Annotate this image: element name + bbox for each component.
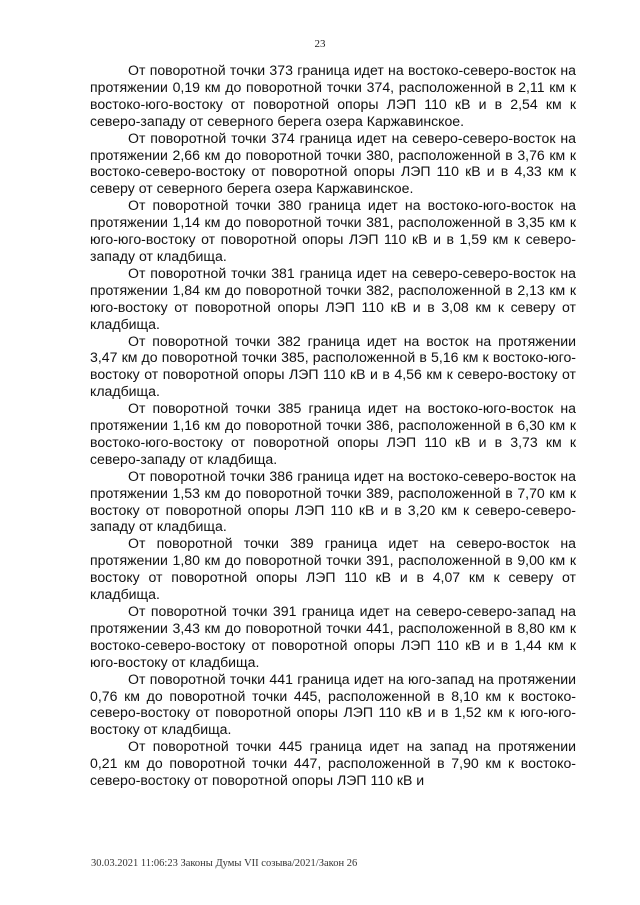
paragraph: От поворотной точки 445 граница идет на запад на протяжении 0,21 км до поворотной точки 447, расположенной в 7,90 км к востоко-северо-востоку от поворотной опоры ЛЭП 110 кВ и <box>90 738 576 789</box>
paragraph: От поворотной точки 373 граница идет на востоко-северо-восток на протяжении 0,19 км до поворотной точки 374, расположенной в 2,11 км к востоко-юго-востоку от поворотной опоры ЛЭП 110 кВ и в 2,54 км к северо-западу от северного берега озера Каржавинское. <box>90 62 576 129</box>
page-number: 23 <box>314 38 326 50</box>
document-body <box>90 62 576 789</box>
paragraph: От поворотной точки 391 граница идет на северо-северо-запад на протяжении 3,43 км до поворотной точки 441, расположенной в 8,80 км к востоко-северо-востоку от поворотной опоры ЛЭП 110 кВ и в 1,44 км к юго-востоку от кладбища. <box>90 603 576 670</box>
paragraph: От поворотной точки 386 граница идет на востоко-северо-восток на протяжении 1,53 км до поворотной точки 389, расположенной в 7,70 км к востоку от поворотной опоры ЛЭП 110 кВ и в 3,20 км к северо-северо-западу от кладбища. <box>90 467 576 535</box>
paragraph: От поворотной точки 380 граница идет на востоко-юго-восток на протяжении 1,14 км до поворотной точки 381, расположенной в 3,35 км к юго-юго-востоку от поворотной опоры ЛЭП 110 кВ и в 1,59 км к северо-западу от кладбища. <box>90 197 576 264</box>
paragraph: От поворотной точки 385 граница идет на востоко-юго-восток на протяжении 1,16 км до поворотной точки 386, расположенной в 6,30 км к востоко-юго-востоку от поворотной опоры ЛЭП 110 кВ и в 3,73 км к северо-западу от кладбища. <box>90 400 576 467</box>
paragraph: От поворотной точки 382 граница идет на восток на протяжении 3,47 км до поворотной точки 385, расположенной в 5,16 км к востоко-юго-востоку от поворотной опоры ЛЭП 110 кВ и в 4,56 км к северо-востоку от кладбища. <box>90 332 576 400</box>
paragraph: От поворотной точки 441 граница идет на юго-запад на протяжении 0,76 км до поворотной точки 445, расположенной в 8,10 км к востоко-северо-востоку от поворотной опоры ЛЭП 110 кВ и в 1,52 км к юго-юго-востоку от кладбища. <box>90 670 576 738</box>
paragraph: От поворотной точки 374 граница идет на северо-северо-восток на протяжении 2,66 км до поворотной точки 380, расположенной в 3,76 км к востоко-северо-востоку от поворотной опоры ЛЭП 110 кВ и в 4,33 км к северу от северного берега озера Каржавинское. <box>90 129 576 197</box>
paragraph: От поворотной точки 381 граница идет на северо-северо-восток на протяжении 1,84 км до поворотной точки 382, расположенной в 2,13 км к юго-востоку от поворотной опоры ЛЭП 110 кВ и в 3,08 км к северу от кладбища. <box>90 264 576 332</box>
document-footer: 30.03.2021 11:06:23 Законы Думы VII созыва/2021/Закон 26 <box>91 858 358 869</box>
paragraph: От поворотной точки 389 граница идет на северо-восток на протяжении 1,80 км до поворотной точки 391, расположенной в 9,00 км к востоку от поворотной опоры ЛЭП 110 кВ и в 4,07 км к северу от кладбища. <box>90 535 576 603</box>
